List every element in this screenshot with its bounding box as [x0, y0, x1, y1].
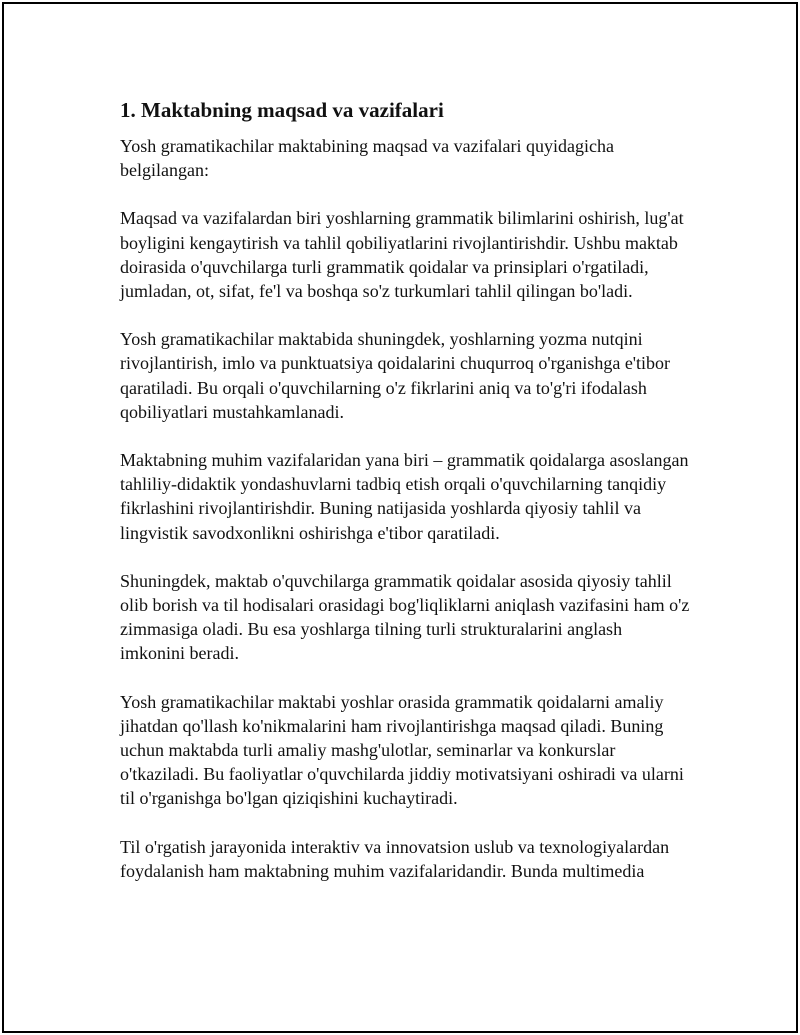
section-heading: 1. Maktabning maqsad va vazifalari [120, 98, 444, 122]
paragraph-critical-thinking: Maktabning muhim vazifalaridan yana biri – grammatik qoidalarga asoslangan tahliliy-didaktik yondashuvlarni tadbiq etish orqali o'quvchilarning tanqidiy fikrlashini rivojlantirishdir. Buning natijasida yoshlarda qiyosiy tahlil va lingvistik savodxonlikni oshirishga e'tibor qaratiladi. [120, 450, 689, 543]
document-content [120, 96, 690, 907]
paragraph-written-speech: Yosh gramatikachilar maktabida shuningdek, yoshlarning yozma nutqini rivojlantirish, imlo va punktuatsiya qoidalarini chuqurroq o'rganishga e'tibor qaratiladi. Bu orqali o'quvchilarning o'z fikrlarini aniq va to'g'ri ifodalash qobiliyatlari mustahkamlanadi. [120, 329, 671, 422]
paragraph-comparative-analysis: Shuningdek, maktab o'quvchilarga grammatik qoidalar asosida qiyosiy tahlil olib borish va til hodisalari orasidagi bog'liqliklarni aniqlash vazifasini ham o'z zimmasiga oladi. Bu esa yoshlarga tilning turli strukturalarini anglash imkonini beradi. [120, 570, 690, 664]
document-page [2, 2, 798, 1033]
paragraph-interactive-methods: Til o'rgatish jarayonida interaktiv va innovatsion uslub va texnologiyalardan foydalanish ham maktabning muhim vazifalaridandir. Bunda multimedia [120, 836, 670, 881]
paragraph-grammar-knowledge: Maqsad va vazifalardan biri yoshlarning grammatik bilimlarini oshirish, lug'at boyligini kengaytirish va tahlil qobiliyatlarini rivojlantirishdir. Ushbu maktab doirasida o'quvchilarga turli grammatik qoidalar va prinsiplari o'rgatiladi, jumladan, ot, sifat, fe'l va boshqa so'z turkumlari tahlil qilingan bo'ladi. [120, 208, 684, 302]
paragraph-practical-skills: Yosh gramatikachilar maktabi yoshlar orasida grammatik qoidalarni amaliy jihatdan qo'llash ko'nikmalarini ham rivojlantirishga maqsad qiladi. Buning uchun maktabda turli amaliy mashg'ulotlar, seminarlar va konkurslar o'tkaziladi. Bu faoliyatlar o'quvchilarda jiddiy motivatsiyani oshiradi va ularni til o'rganishga bo'lgan qiziqishini kuchaytiradi. [120, 691, 684, 809]
paragraph-intro: Yosh gramatikachilar maktabining maqsad va vazifalari quyidagicha belgilangan: [120, 136, 615, 181]
